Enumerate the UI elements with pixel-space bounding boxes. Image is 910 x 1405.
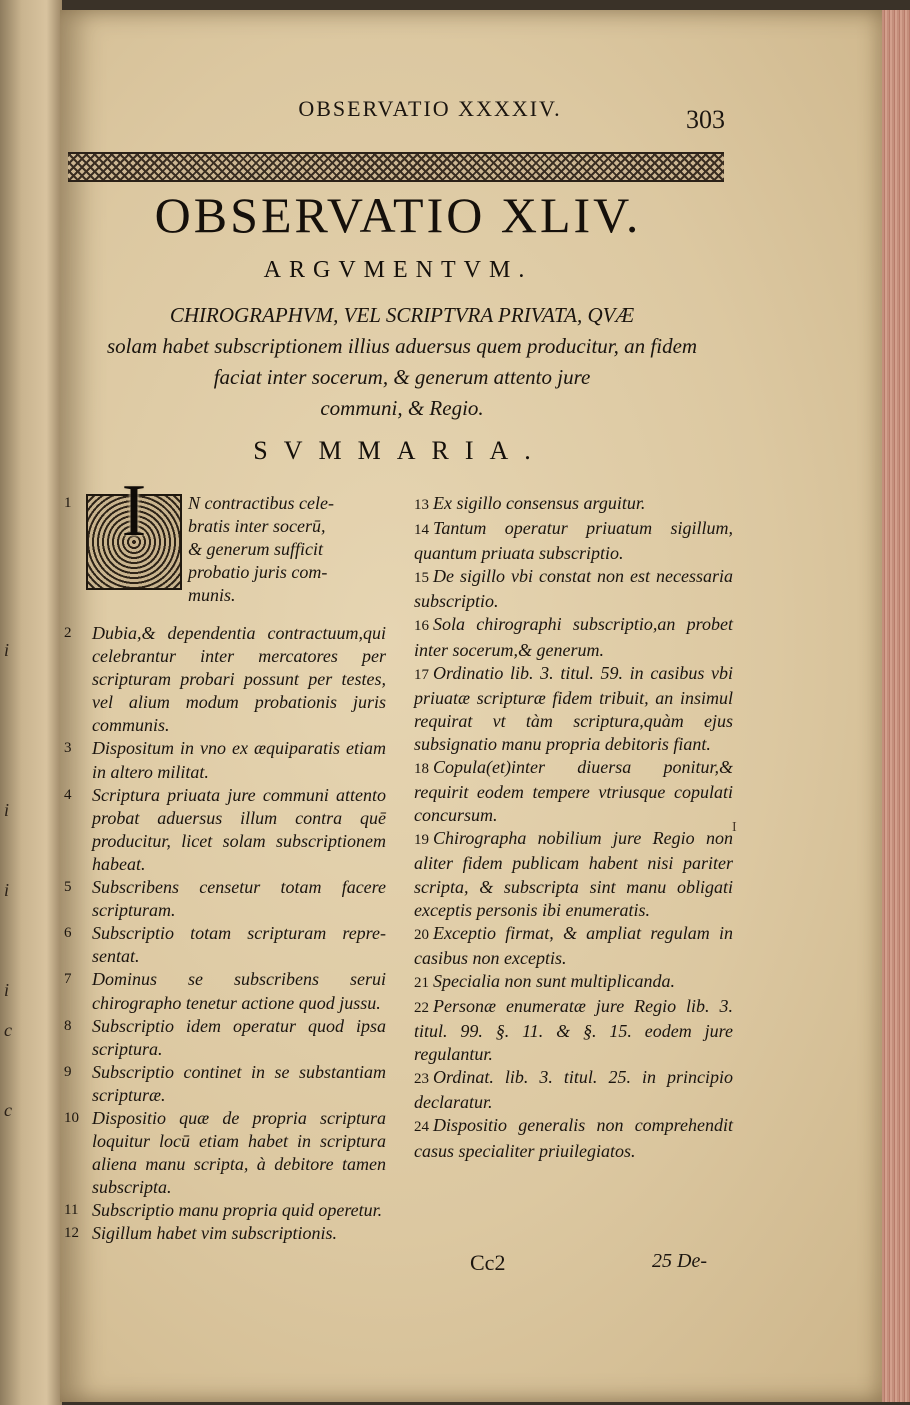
item-number: 10 (64, 1109, 79, 1126)
item-number: 15 (414, 570, 429, 587)
summary-item (398, 995, 733, 1066)
margin-fragment: i (4, 980, 10, 1000)
running-head: OBSERVATIO XXXXIV. (298, 96, 562, 121)
item-number: 14 (414, 522, 429, 539)
argumentum-line: faciat inter socerum, & generum attento jure (213, 365, 591, 389)
item-text: Ordinatio lib. 3. titul. 59. in casibus vbi priuatæ scripturæ fidem tribuit, an insimul requirat vt tàm scriptura,quàm ejus subsignatio manu propria debitoris fiant. (414, 662, 733, 754)
item-text: Dispositio generalis non comprehendit casus specialiter priuilegiatos. (414, 1115, 733, 1161)
item-number: 3 (64, 740, 72, 757)
summary-item (398, 517, 733, 565)
summary-item (64, 1222, 386, 1245)
item-number: 21 (414, 974, 429, 991)
decorated-initial (86, 470, 182, 590)
summary-item (398, 922, 733, 970)
summary-item (64, 737, 386, 783)
page-edges (882, 10, 910, 1402)
item-text: Tantum operatur priuatum sigillum, quantum priuata subscriptio. (414, 518, 733, 564)
margin-fragment: c (4, 1100, 12, 1120)
item-number: 22 (414, 999, 429, 1016)
item-number: 23 (414, 1071, 429, 1088)
summary-item (64, 922, 386, 968)
item-number: 6 (64, 925, 72, 942)
item-text: Exceptio firmat, & ampliat regulam in casibus non exceptis. (414, 922, 733, 968)
summary-list-left (64, 622, 386, 1246)
item-text: Dispositio quæ de propria scriptura loquitur locū etiam habet in scriptura aliena manu scripta, à debitore tamen subscripta. (92, 1107, 386, 1198)
summary-item (64, 1015, 386, 1061)
item-text: De sigillo vbi constat non est necessaria subscriptio. (414, 566, 733, 612)
item-text: Scriptura priuata jure communi attento probat aduersus illum contra quē producitur, licet solam subscriptionem habeat. (92, 784, 386, 874)
first-summary-item (64, 470, 386, 622)
argumentum-line: communi, & Regio. (320, 396, 484, 420)
text-line: N contractibus cele- (188, 493, 334, 513)
item-number: 4 (64, 786, 72, 803)
margin-fragment: i (4, 880, 10, 900)
summary-item (398, 970, 733, 995)
summary-item (64, 1107, 386, 1199)
item-text: Ordinat. lib. 3. titul. 25. in principio declaratur. (414, 1067, 733, 1113)
signature-mark: Cc2 (470, 1250, 506, 1275)
summary-item (64, 968, 386, 1014)
text-line: probatio juris com- (188, 562, 328, 583)
text-line: munis. (188, 585, 236, 605)
summary-item (398, 1114, 733, 1162)
item-text: Copula(et)inter diuersa ponitur,& requirit eodem tempere vtriusque copulati concursum. (414, 757, 733, 826)
item-text: Subscribens censetur totam facere scripturam. (92, 877, 386, 921)
summary-column-right (398, 492, 733, 1163)
item-text: Dominus se subscribens serui chirographo tenetur actione quod jussu. (92, 969, 386, 1013)
ornamental-band (68, 152, 724, 182)
initial-letter: I (121, 470, 147, 552)
item-text: Subscriptio totam scripturam repre-sentat. (92, 923, 386, 967)
item-number: 24 (414, 1119, 429, 1136)
item-number: 11 (64, 1202, 79, 1219)
facing-page-edge (0, 0, 62, 1405)
item-text: Chirographa nobilium jure Regio non aliter fidem publicam habent nisi pariter scripta, & subscripta sint manu obligati exceptis personis ibi enumeratis. (414, 828, 733, 920)
summary-item (64, 1199, 386, 1222)
summary-list-right (398, 492, 733, 1163)
item-number: 16 (414, 618, 429, 635)
summary-item (64, 784, 386, 876)
summary-item (64, 876, 386, 922)
item-text: Specialia non sunt multiplicanda. (433, 970, 675, 991)
text-line: bratis inter socerū, (188, 516, 326, 537)
summary-item (64, 1061, 386, 1107)
summary-item (64, 622, 386, 737)
item-number: 12 (64, 1225, 79, 1242)
margin-fragment: i (4, 640, 10, 660)
item-number: 7 (64, 971, 72, 988)
item-text: Sola chirographi subscriptio,an probet inter socerum,& generum. (414, 614, 733, 660)
item-text: Sigillum habet vim subscriptionis. (92, 1223, 337, 1244)
item-text: Dubia,& dependentia contractuum,qui celebrantur inter mercatores per scripturam probari possunt per testes, vel alium modum probationis juris communis. (92, 623, 386, 736)
item-number: 20 (414, 926, 429, 943)
argumentum-text (60, 300, 744, 424)
item-number: 5 (64, 879, 72, 896)
first-item-text (188, 492, 386, 584)
summary-item (398, 613, 733, 661)
argumentum-line: CHIROGRAPHVM, VEL SCRIPTVRA PRIVATA, QVÆ (169, 303, 635, 327)
item-number: 17 (414, 666, 429, 683)
item-text: Subscriptio manu propria quid operetur. (92, 1200, 383, 1221)
summary-item (398, 1066, 733, 1114)
item-number: 18 (414, 761, 429, 778)
summary-item (398, 565, 733, 613)
text-line: & generum sufficit (188, 539, 323, 560)
item-number: 13 (414, 497, 429, 513)
summary-item (398, 492, 733, 517)
item-text: Personæ enumeratæ jure Regio lib. 3. titul. 99. §. 11. & §. 15. eodem jure regulantur. (414, 995, 733, 1065)
item-text: Subscriptio idem operatur quod ipsa scriptura. (92, 1015, 386, 1059)
edge-mark: I (732, 820, 737, 835)
summary-item (398, 662, 733, 756)
catchword: 25 De- (652, 1250, 707, 1272)
observation-title: OBSERVATIO XLIV. (154, 187, 642, 243)
item-text: Dispositum in vno ex æquiparatis etiam in altero militat. (92, 738, 386, 782)
argumentum-heading: ARGVMENTVM. (263, 257, 533, 283)
item-text: Subscriptio continet in se substantiam scripturæ. (92, 1061, 386, 1105)
argumentum-line: solam habet subscriptionem illius aduersus quem producitur, an fidem (106, 334, 698, 358)
summary-column-left (64, 470, 386, 1246)
item-number: 1 (64, 495, 72, 511)
item-number: 9 (64, 1063, 72, 1080)
item-number: 19 (414, 832, 429, 849)
item-number: 2 (64, 625, 72, 641)
summary-item (398, 756, 733, 827)
summaria-heading: SVMMARIA. (253, 436, 547, 465)
page-number: 303 (686, 105, 725, 134)
margin-fragment: c (4, 1020, 12, 1040)
item-number: 8 (64, 1017, 72, 1034)
margin-fragment: i (4, 800, 10, 820)
summary-item (398, 827, 733, 921)
item-text: Ex sigillo consensus arguitur. (433, 493, 646, 513)
